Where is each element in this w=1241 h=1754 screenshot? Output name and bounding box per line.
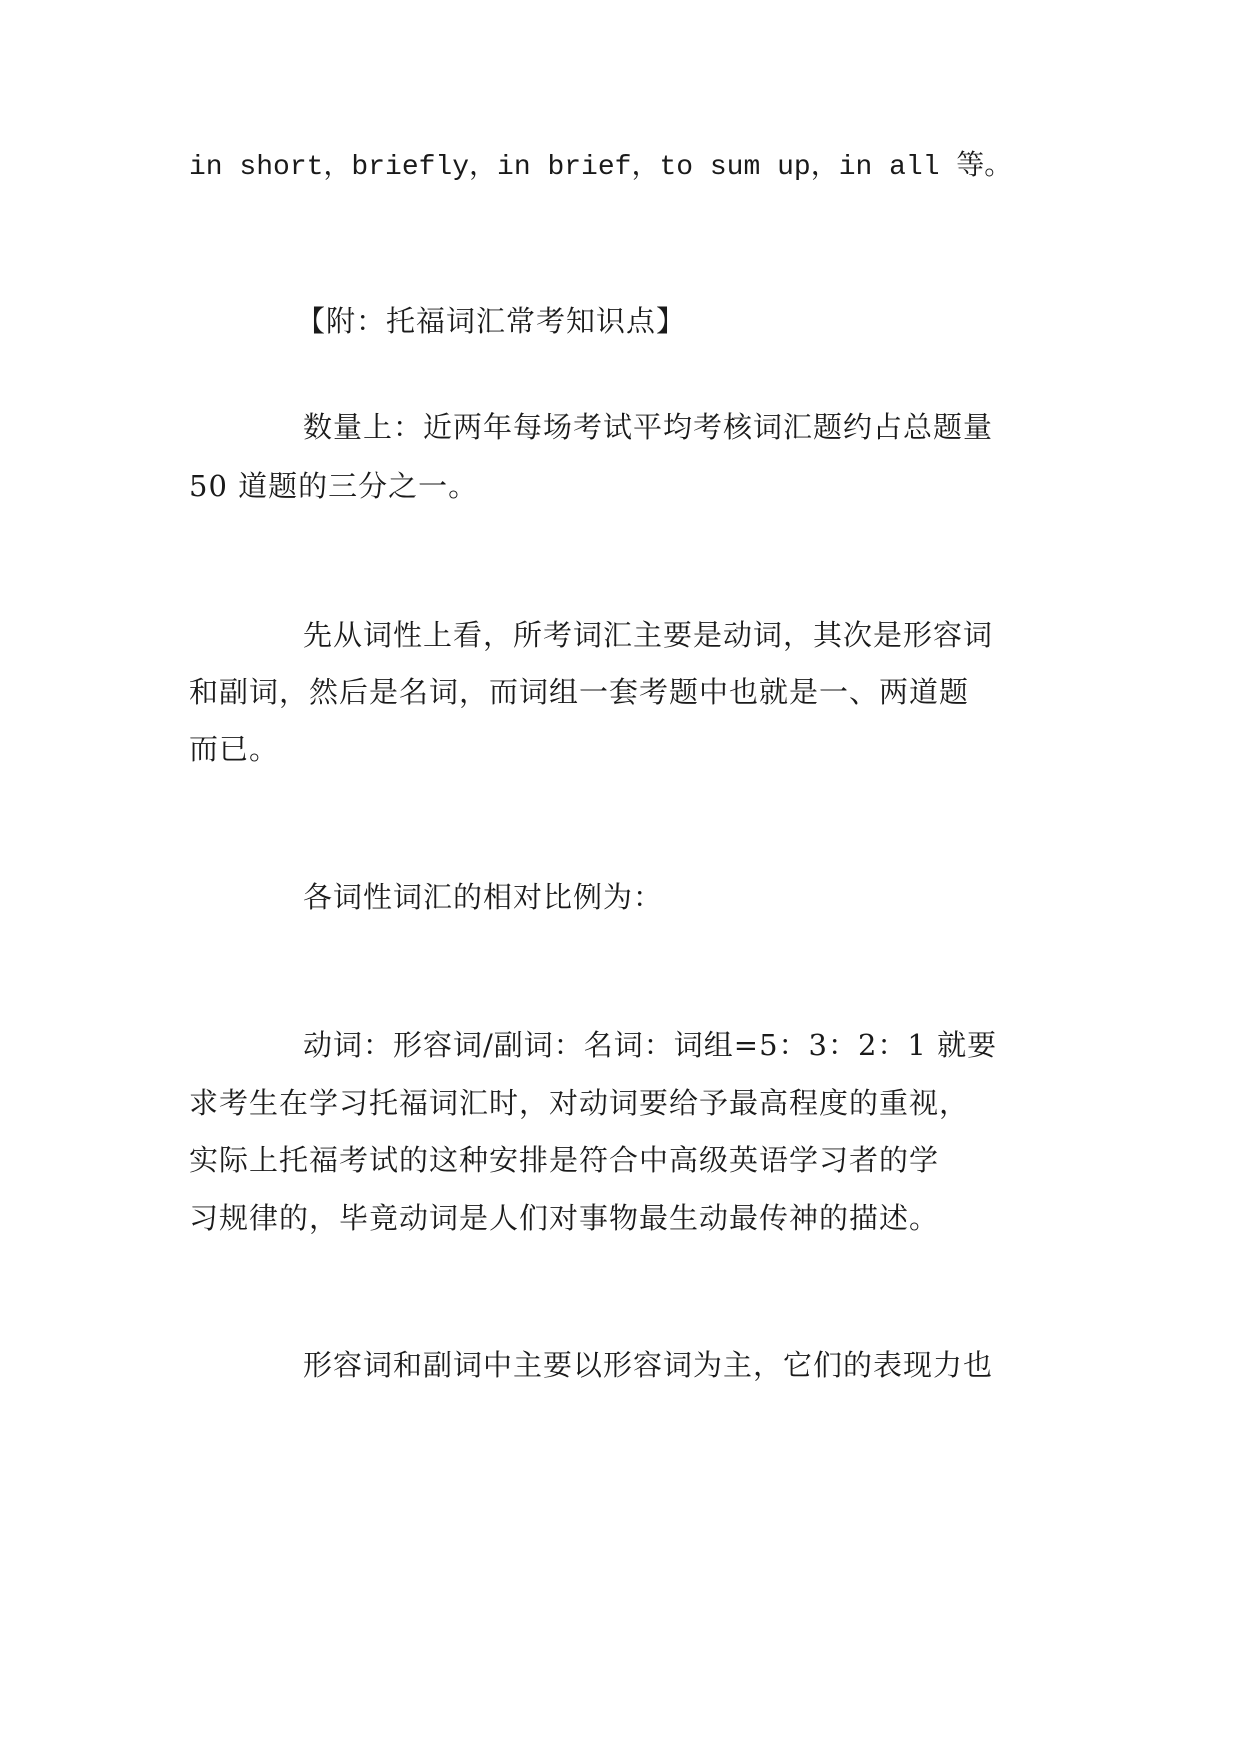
paragraph-quantity-line-2: 50 道题的三分之一。 bbox=[189, 469, 479, 503]
paragraph-ratio-line-1: 动词：形容词/副词：名词：词组=5：3：2：1 就要 bbox=[303, 1028, 998, 1062]
paragraph-closing-phrases-line-1: in short，briefly，in brief，to sum up，in all 等。 bbox=[189, 152, 1013, 183]
paragraph-parts-of-speech-line-2: 和副词，然后是名词，而词组一套考题中也就是一、两道题 bbox=[189, 675, 970, 709]
paragraph-ratio-line-2: 求考生在学习托福词汇时，对动词要给予最高程度的重视， bbox=[189, 1086, 970, 1120]
paragraph-ratio-line-3: 实际上托福考试的这种安排是符合中高级英语学习者的学 bbox=[189, 1143, 940, 1177]
paragraph-ratio-intro-line-1: 各词性词汇的相对比例为： bbox=[303, 880, 664, 914]
paragraph-quantity-line-1: 数量上：近两年每场考试平均考核词汇题约占总题量 bbox=[303, 410, 994, 444]
paragraph-adjectives-line-1: 形容词和副词中主要以形容词为主，它们的表现力也 bbox=[303, 1348, 994, 1382]
paragraph-ratio-line-4: 习规律的，毕竟动词是人们对事物最生动最传神的描述。 bbox=[189, 1201, 940, 1235]
paragraph-parts-of-speech-line-3: 而已。 bbox=[189, 732, 280, 766]
paragraph-parts-of-speech-line-1: 先从词性上看，所考词汇主要是动词，其次是形容词 bbox=[303, 618, 994, 652]
appendix-heading: 【附：托福词汇常考知识点】 bbox=[296, 304, 687, 338]
